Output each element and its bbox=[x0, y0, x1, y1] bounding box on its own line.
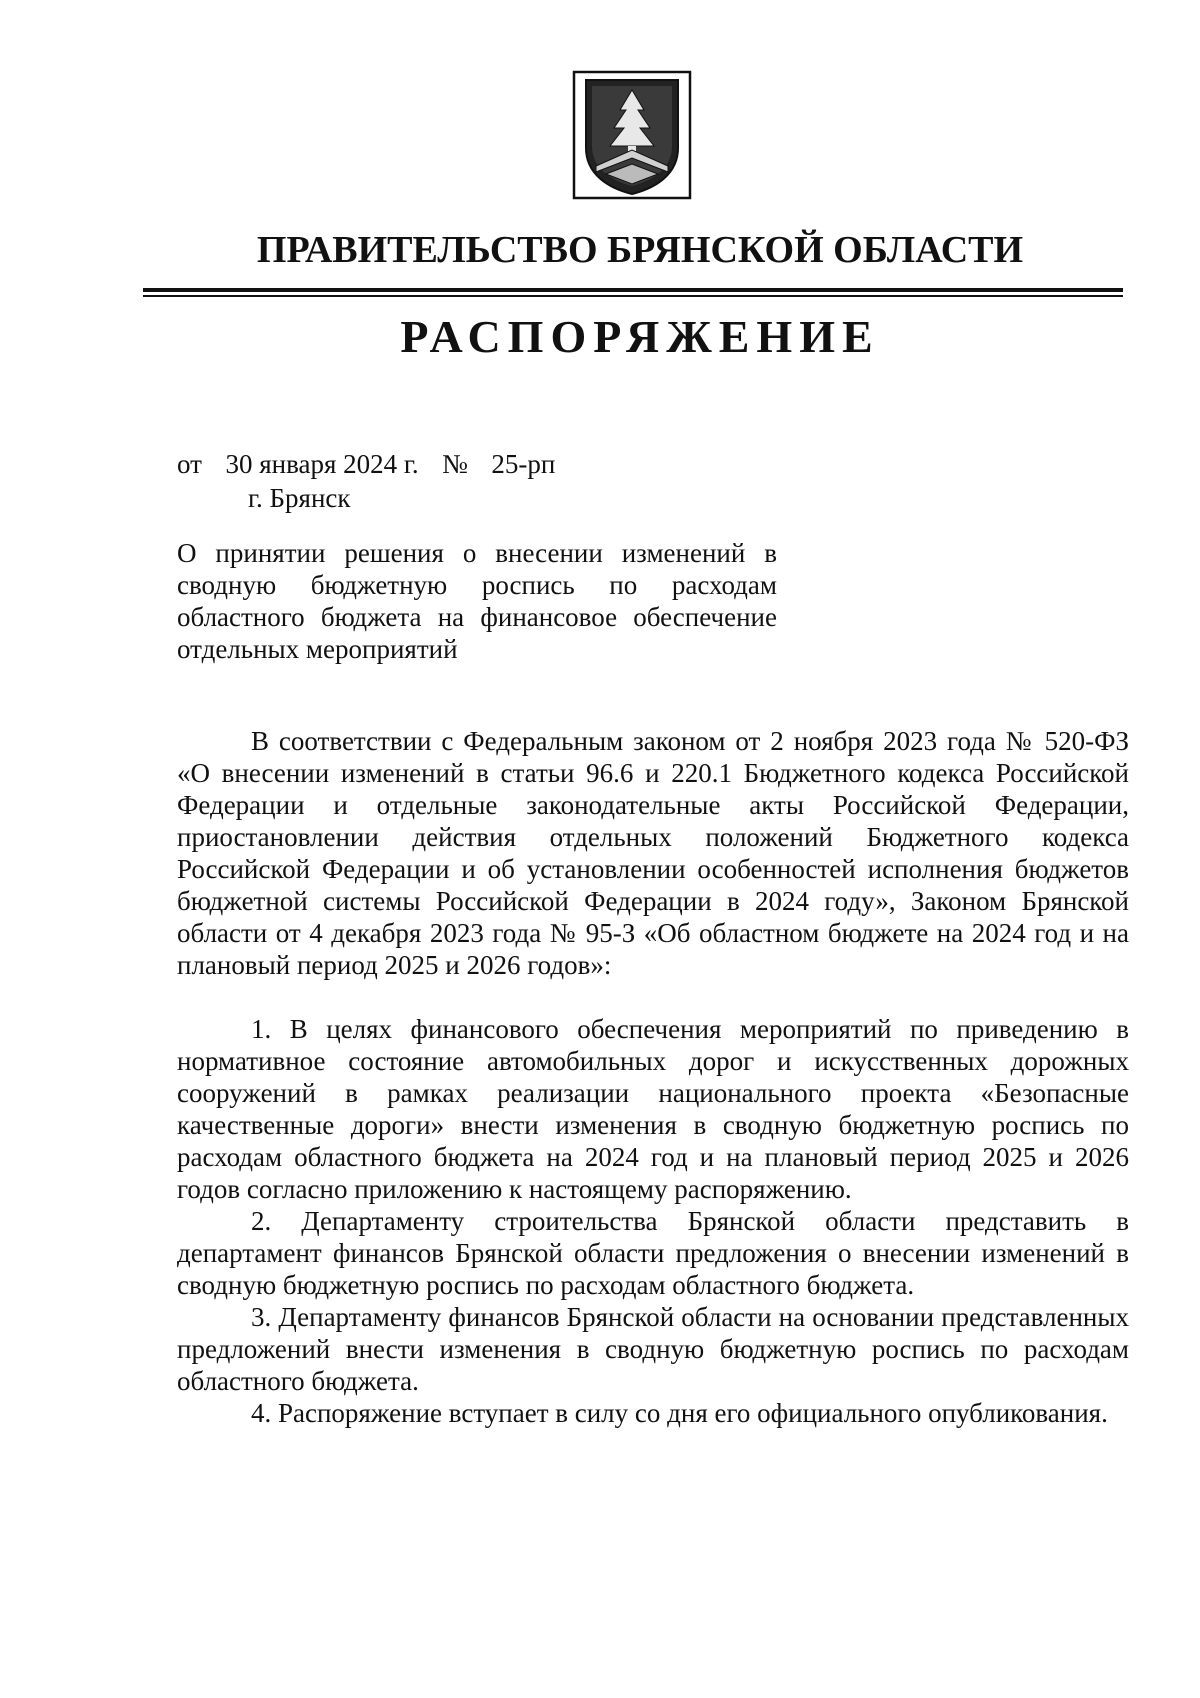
body-item-3: 3. Департаменту финансов Брянской области на основании представленных предложений внести изменения в сводную бюджетную роспись по расходам областного бюджета. bbox=[177, 1302, 1129, 1396]
date-prefix: от bbox=[177, 449, 202, 479]
document-number: 25-рп bbox=[491, 449, 556, 479]
document-body bbox=[177, 725, 1129, 1429]
document-type-title: РАСПОРЯЖЕНИЕ bbox=[400, 311, 880, 362]
document-subject: О принятии решения о внесении изменений в сводную бюджетную роспись по расходам областного бюджета на финансовое обеспечение отдельных мероприятий bbox=[177, 538, 777, 664]
document-city: г. Брянск bbox=[248, 483, 351, 513]
body-item-2: 2. Департаменту строительства Брянской области представить в департамент финансов Брянской области предложения о внесении изменений в сводную бюджетную роспись по расходам областного бюджета. bbox=[177, 1206, 1129, 1300]
body-item-1: 1. В целях финансового обеспечения мероприятий по приведению в нормативное состояние автомобильных дорог и искусственных дорожных сооружений в рамках реализации национального проекта «Безопасные качественные дороги» внести изменения в сводную бюджетную роспись по расходам областного бюджета на 2024 год и на плановый период 2025 и 2026 годов согласно приложению к настоящему распоряжению. bbox=[177, 1014, 1129, 1204]
document-date-number bbox=[177, 447, 555, 481]
body-item-4: 4. Распоряжение вступает в силу со дня его официального опубликования. bbox=[251, 1398, 1108, 1428]
body-preamble: В соответствии с Федеральным законом от 2 ноября 2023 года № 520-ФЗ «О внесении изменений в статьи 96.6 и 220.1 Бюджетного кодекса Российской Федерации и отдельные законодательные акты Российской Федерации, приостановлении действия отдельных положений Бюджетного кодекса Российской Федерации и об установлении особенностей исполнения бюджетов бюджетной системы Российской Федерации в 2024 году», Законом Брянской области от 4 декабря 2023 года № 95-З «Об областном бюджете на 2024 год и на плановый период 2025 и 2026 годов»: bbox=[177, 726, 1129, 980]
number-sign: № bbox=[442, 449, 468, 479]
government-title: ПРАВИТЕЛЬСТВО БРЯНСКОЙ ОБЛАСТИ bbox=[256, 229, 1024, 271]
document-date: 30 января 2024 г. bbox=[225, 449, 419, 479]
coat-of-arms-icon bbox=[572, 70, 692, 200]
header-divider bbox=[143, 288, 1123, 298]
